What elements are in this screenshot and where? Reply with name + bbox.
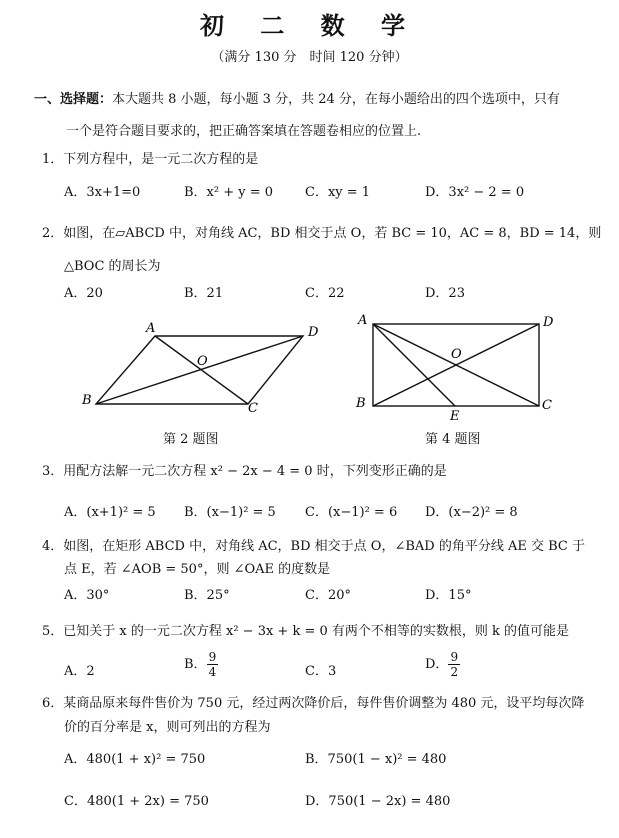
fig4-label-o: O (451, 347, 462, 362)
q2-option-c: C．22 (305, 286, 345, 301)
q5-option-d (425, 650, 460, 679)
fig2-parallelogram (96, 336, 303, 404)
q2-option-d: D．23 (425, 286, 465, 301)
q3-option-b: B．(x−1)² = 5 (184, 505, 276, 520)
q5-option-d-fraction (448, 650, 460, 679)
q6-stem-line1: 6．某商品原来每件售价为 750 元，经过两次降价后，每件售价调整为 480 元，设平均每次降 (42, 696, 585, 711)
q3-option-c: C．(x−1)² = 6 (305, 505, 398, 520)
q4-option-c: C．20° (305, 588, 351, 603)
page-subtitle: （满分 130 分 时间 120 分钟） (211, 50, 408, 65)
q5-option-d-prefix: D． (425, 657, 449, 672)
q5-option-b-fraction (207, 650, 219, 679)
q3-stem: 3．用配方法解一元二次方程 x² − 2x − 4 = 0 时，下列变形正确的是 (42, 464, 447, 479)
q6-option-c: C．480(1 + 2x) = 750 (64, 794, 209, 809)
q2-stem-line1: 2．如图，在▱ABCD 中，对角线 AC，BD 相交于点 O，若 BC = 10，AC = 8，BD = 14，则 (42, 226, 602, 241)
section-instr-line2: 一个是符合题目要求的，把正确答案填在答题卷相应的位置上. (66, 124, 422, 139)
q3-option-d: D．(x−2)² = 8 (425, 505, 518, 520)
q5-option-b-prefix: B． (184, 657, 207, 672)
fig2-label-c: C (248, 401, 258, 416)
fig2-label-b: B (82, 393, 92, 408)
q1-option-b: B．x² + y = 0 (184, 185, 274, 200)
fig2-label-d: D (308, 325, 319, 340)
q1-option-c: C．xy = 1 (305, 185, 371, 200)
fig4-label-e: E (450, 409, 460, 424)
q2-stem-line2: △BOC 的周长为 (64, 259, 161, 274)
q6-option-b: B．750(1 − x)² = 480 (305, 752, 447, 767)
fig4-bisector-ae (373, 324, 455, 406)
section-instructions (34, 88, 560, 107)
q1-stem: 1．下列方程中，是一元二次方程的是 (42, 152, 259, 167)
q4-stem-line1: 4．如图，在矩形 ABCD 中，对角线 AC，BD 相交于点 O，∠BAD 的角平分线 AE 交 BC 于 (42, 539, 585, 554)
q5-option-a: A．2 (64, 664, 95, 679)
fig4-rectangle (373, 324, 539, 406)
fig4-label-a: A (358, 313, 368, 328)
fig4-label-b: B (356, 396, 366, 411)
q5-option-c: C．3 (305, 664, 337, 679)
q5-option-d-numerator: 9 (450, 650, 459, 664)
fig4-caption: 第 4 题图 (425, 432, 481, 447)
fig4-label-d: D (543, 315, 554, 330)
q5-option-d-denominator: 2 (450, 665, 459, 679)
q4-option-a: A．30° (64, 588, 110, 603)
fig4-label-c: C (542, 398, 552, 413)
q1-option-a: A．3x+1=0 (64, 185, 141, 200)
section-instr-line1: 本大题共 8 小题，每小题 3 分，共 24 分，在每小题给出的四个选项中，只有 (112, 92, 560, 107)
q2-option-b: B．21 (184, 286, 224, 301)
q3-option-a: A．(x+1)² = 5 (64, 505, 156, 520)
q5-option-b-numerator: 9 (208, 650, 217, 664)
q6-option-a: A．480(1 + x)² = 750 (64, 752, 206, 767)
q5-option-b (184, 650, 218, 679)
fig2-caption: 第 2 题图 (163, 432, 219, 447)
fig2-label-a: A (146, 321, 156, 336)
fig2-label-o: O (197, 354, 208, 369)
q4-option-d: D．15° (425, 588, 472, 603)
q5-option-b-denominator: 4 (208, 665, 217, 679)
page-title: 初 二 数 学 (199, 11, 420, 40)
q2-option-a: A．20 (64, 286, 103, 301)
q4-option-b: B．25° (184, 588, 230, 603)
q6-option-d: D．750(1 − 2x) = 480 (305, 794, 451, 809)
q4-stem-line2: 点 E，若 ∠AOB = 50°，则 ∠OAE 的度数是 (64, 562, 331, 577)
q5-stem: 5．已知关于 x 的一元二次方程 x² − 3x + k = 0 有两个不相等的实数根，则 k 的值可能是 (42, 624, 570, 639)
q1-option-d: D．3x² − 2 = 0 (425, 185, 525, 200)
figures-area (0, 308, 619, 448)
fig2-diagonal-bd (96, 336, 303, 404)
q6-stem-line2: 价的百分率是 x，则可列出的方程为 (64, 720, 271, 735)
section-label: 一、选择题： (34, 92, 113, 107)
